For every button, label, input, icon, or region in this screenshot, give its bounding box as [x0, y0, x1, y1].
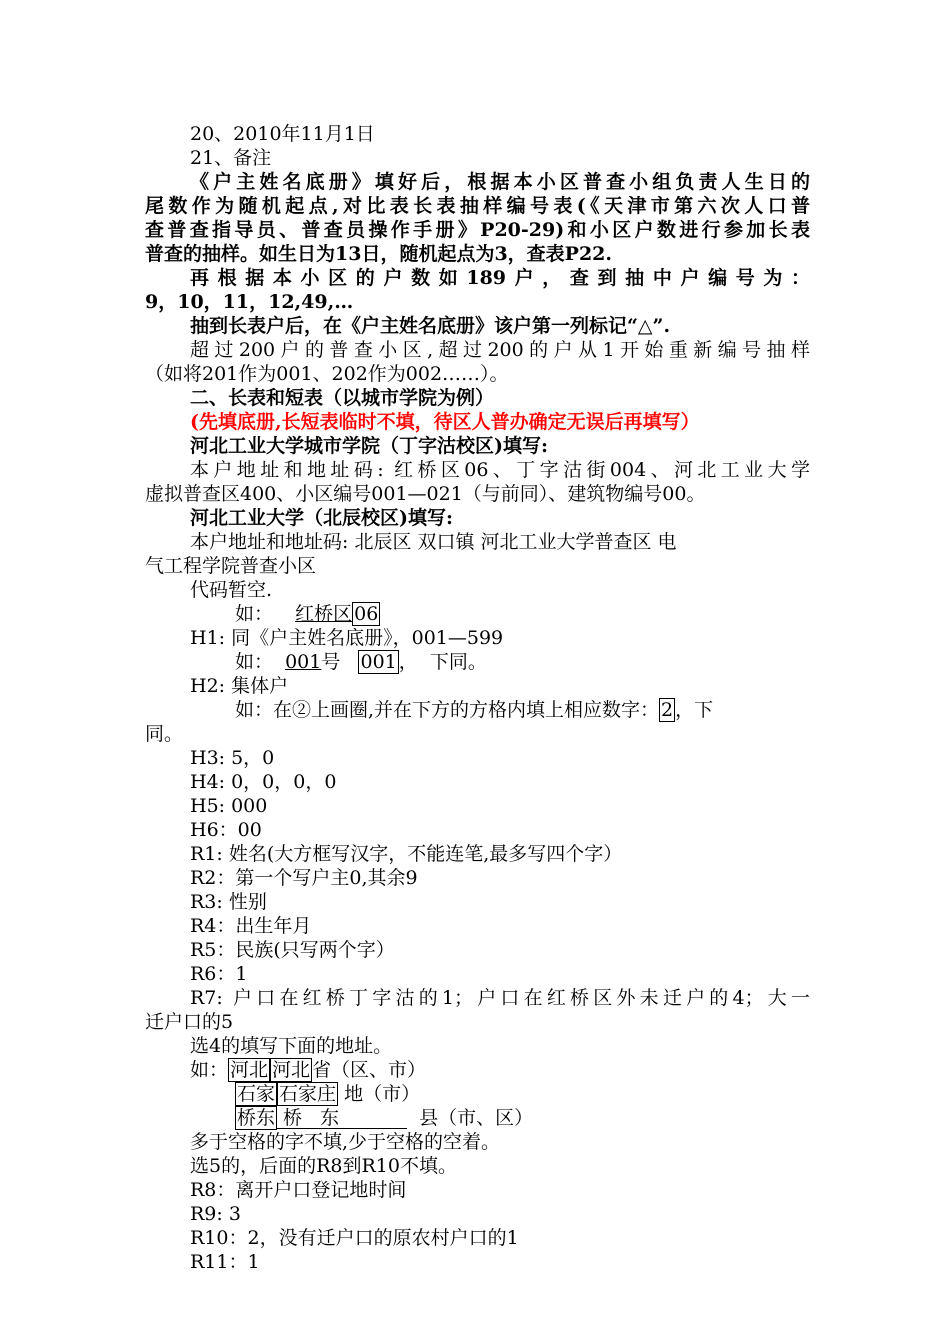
- r8-line: R8：离开户口登记地时间: [190, 1179, 407, 1201]
- boxed-code: 001: [360, 651, 397, 673]
- boxed-code: 河北: [230, 1059, 269, 1081]
- r5-line: R5：民族(只写两个字）: [190, 939, 395, 961]
- option-5-note: 选5的，后面的R8到R10不填。: [190, 1155, 457, 1177]
- example-h1: [235, 650, 810, 674]
- underlined-value: 石家庄: [279, 1083, 337, 1105]
- text-fragment: 地（市）: [338, 1083, 421, 1105]
- text-fragment: 县（市、区）: [407, 1107, 534, 1129]
- code-empty-note: 代码暂空.: [190, 579, 273, 601]
- r3-line: R3: 性别: [190, 891, 267, 913]
- example-label: 如：: [235, 603, 286, 625]
- example-label: 如：在②上画圈,并在下方的方格内填上相应数字：: [235, 699, 660, 721]
- example-label: 如：: [190, 1059, 229, 1081]
- blank-cells-note: 多于空格的字不填,少于空格的空着。: [190, 1131, 501, 1153]
- item-21-remarks: 21、备注: [190, 147, 272, 169]
- option-4-note: 选4的填写下面的地址。: [190, 1035, 393, 1057]
- text-fragment: 省（区、市）: [312, 1059, 427, 1081]
- example-county: [235, 1106, 810, 1130]
- r4-line: R4：出生年月: [190, 915, 312, 937]
- example-label: 如：: [235, 651, 286, 673]
- para-sampling-line: 尾数作为随机起点,对比表长表抽样编号表(《天津市第六次人口普: [145, 195, 810, 217]
- r7-line-continued: 迁户口的5: [145, 1011, 234, 1033]
- text-fragment: ，下: [675, 699, 714, 721]
- r2-line: R2：第一个写户主0,其余9: [190, 867, 418, 889]
- h4-line: H4: 0，0，0，0: [190, 771, 337, 793]
- address-code-line: 虚拟普查区400、小区编号001—021（与前同）、建筑物编号00。: [145, 483, 706, 505]
- para-sampling-line: 《户主姓名底册》填好后，根据本小区普查小组负责人生日的: [190, 171, 810, 193]
- para-household-count: 再根据本小区的户数如189户，查到抽中户编号为：: [190, 267, 810, 289]
- h1-line: H1: 同《户主姓名底册》，001—599: [190, 627, 504, 649]
- example-h2: [235, 698, 810, 722]
- underlined-value: 桥 东: [277, 1108, 407, 1129]
- h3-line: H3: 5，0: [190, 747, 275, 769]
- warning-note: (先填底册,长短表临时不填，待区人普办确定无误后再填写）: [190, 411, 700, 433]
- h6-line: H6：00: [190, 819, 262, 841]
- boxed-code: 2: [661, 699, 674, 721]
- para-over-200: 超过200户的普查小区,超过200的户从1开始重新编号抽样: [190, 339, 810, 361]
- example-h2-continued: 同。: [145, 723, 184, 745]
- para-sampling-line: 普查的抽样。如生日为13日，随机起点为3，查表P22.: [145, 243, 613, 265]
- campus-heading-dingzigu: 河北工业大学城市学院（丁字沽校区)填写:: [190, 435, 549, 457]
- example-prefecture: [235, 1082, 810, 1106]
- boxed-code: 06: [354, 603, 379, 625]
- underlined-value: 红桥区: [295, 603, 353, 625]
- h2-line: H2: 集体户: [190, 675, 289, 697]
- r10-line: R10：2，没有迁户口的原农村户口的1: [190, 1227, 519, 1249]
- para-sample-numbers: 9，10，11，12,49,…: [145, 291, 354, 313]
- para-over-200: （如将201作为001、202作为002……）。: [145, 363, 509, 385]
- r7-line: R7: 户口在红桥丁字沽的1；户口在红桥区外未迁户的4；大一: [190, 987, 810, 1009]
- boxed-code: 桥东: [237, 1107, 276, 1129]
- r6-line: R6：1: [190, 963, 248, 985]
- text-fragment: ， 下同。: [398, 651, 487, 673]
- h5-line: H5: 000: [190, 795, 268, 817]
- para-mark-long-form: 抽到长表户后，在《户主姓名底册》该户第一列标记“△”.: [190, 315, 671, 337]
- campus-heading-beichen: 河北工业大学（北辰校区)填写:: [190, 507, 454, 529]
- address-code-line: 本户地址和地址码: 北辰区 双口镇 河北工业大学普查区 电: [190, 531, 677, 553]
- example-district: [235, 602, 810, 626]
- item-20-date: 20、2010年11月1日: [190, 123, 375, 145]
- example-province: [190, 1058, 810, 1082]
- address-code-line: 气工程学院普查小区: [145, 555, 317, 577]
- r1-line: R1: 姓名(大方框写汉字，不能连笔,最多写四个字）: [190, 843, 623, 865]
- address-code-line: 本户地址和地址码: 红桥区06、丁字沽街004、河北工业大学: [190, 459, 810, 481]
- underlined-value: 001: [285, 651, 322, 673]
- boxed-code: 石家: [237, 1083, 276, 1105]
- section-heading-forms: 二、长表和短表（以城市学院为例）: [190, 387, 495, 409]
- r9-line: R9: 3: [190, 1203, 241, 1225]
- underlined-value: 河北: [272, 1059, 311, 1081]
- para-sampling-line: 查普查指导员、普查员操作手册》P20-29)和小区户数进行参加长表: [145, 219, 810, 241]
- text-fragment: 号: [321, 651, 359, 673]
- r11-line: R11：1: [190, 1251, 260, 1273]
